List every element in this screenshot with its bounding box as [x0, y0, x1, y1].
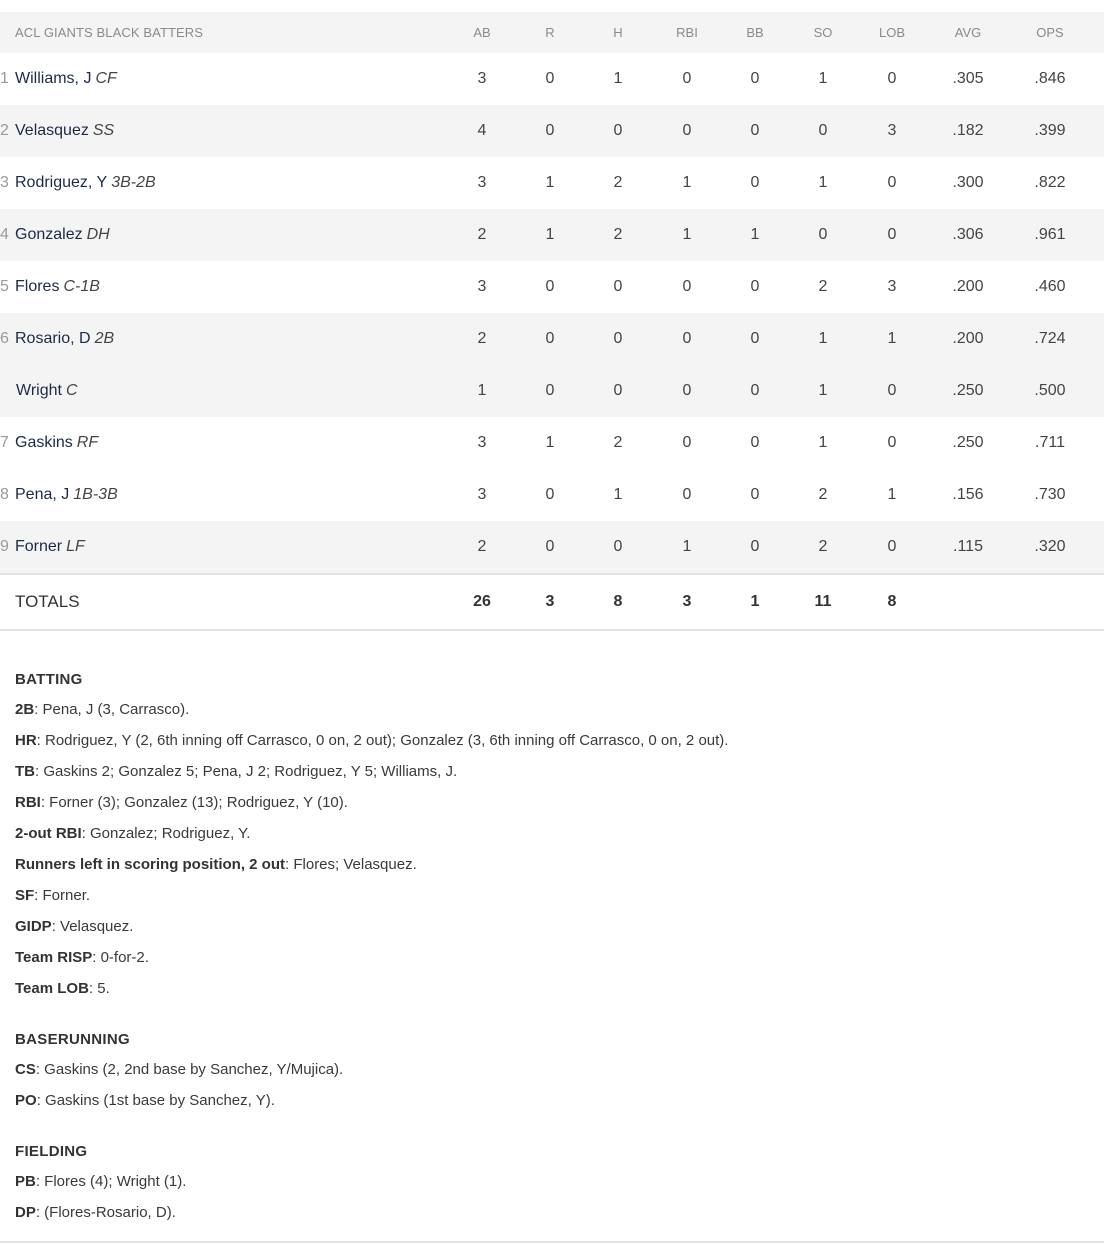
stat-cell: 0 [887, 226, 897, 243]
stat-cell: 4 [477, 122, 487, 139]
stat-cell: 0 [887, 70, 897, 87]
player-name-link[interactable]: Williams, J [15, 70, 92, 87]
stat-cell: 1 [682, 226, 692, 243]
note-text: : Forner. [34, 887, 91, 904]
stat-cell: .846 [1034, 70, 1066, 87]
col-header[interactable]: RBI [676, 25, 698, 40]
player-position: 2B [94, 330, 115, 347]
note-text: : Velasquez. [51, 918, 134, 935]
note-label: 2-out RBI [15, 825, 82, 842]
table-row [0, 417, 1104, 469]
player-cell [16, 365, 78, 417]
player-name-link[interactable]: Wright [16, 382, 62, 399]
bottom-divider [0, 1241, 1104, 1243]
stat-cell: 2 [477, 226, 487, 243]
stat-cell: .305 [952, 70, 984, 87]
stat-cell: 0 [750, 486, 760, 503]
stat-cell: 0 [682, 330, 692, 347]
stat-cell: .200 [952, 278, 984, 295]
player-name-link[interactable]: Rodriguez, Y [15, 174, 108, 191]
stat-cell: 0 [750, 70, 760, 87]
stat-cell: 0 [887, 174, 897, 191]
note-line [15, 1058, 1095, 1089]
stat-cell: 0 [750, 330, 760, 347]
batting-notes [15, 698, 1095, 1008]
table-row [0, 261, 1104, 313]
player-position: LF [66, 538, 85, 555]
stat-cell: .250 [952, 382, 984, 399]
player-cell [0, 313, 114, 365]
stat-cell: 1 [750, 226, 760, 243]
player-cell [0, 417, 98, 469]
note-text: : 0-for-2. [92, 949, 149, 966]
stat-cell: 2 [818, 538, 828, 555]
stat-cell: 1 [818, 434, 828, 451]
player-name-link[interactable]: Velasquez [15, 122, 89, 139]
stat-cell: 0 [545, 382, 555, 399]
note-line [15, 1089, 1095, 1120]
stat-cell: 0 [545, 538, 555, 555]
stat-cell: 1 [818, 330, 828, 347]
player-name-link[interactable]: Gaskins [15, 434, 73, 451]
note-label: RBI [15, 794, 41, 811]
stat-cell: 3 [477, 434, 487, 451]
table-header [0, 12, 1104, 53]
note-label: CS [15, 1061, 36, 1078]
totals-cell: 11 [814, 593, 832, 610]
player-cell [0, 469, 118, 521]
player-position: DH [86, 226, 110, 243]
player-name-link[interactable]: Flores [15, 278, 60, 295]
player-position: CF [95, 70, 117, 87]
note-text: : Rodriguez, Y (2, 6th inning off Carrasco, 0 on, 2 out); Gonzalez (3, 6th inning off Carrasco, 0 on, 2 out). [36, 732, 729, 749]
table-row [0, 521, 1104, 573]
note-text: : (Flores-Rosario, D). [35, 1204, 176, 1221]
stat-cell: 0 [887, 382, 897, 399]
stat-cell: .399 [1034, 122, 1066, 139]
batting-order: 2 [0, 122, 9, 139]
note-line [15, 729, 1095, 760]
player-cell [0, 53, 117, 105]
note-label: Team LOB [15, 980, 89, 997]
note-label: GIDP [15, 918, 52, 935]
stat-cell: .250 [952, 434, 984, 451]
col-header[interactable]: R [545, 25, 555, 40]
player-position: 3B-2B [111, 174, 156, 191]
player-name-link[interactable]: Forner [15, 538, 63, 555]
stat-cell: 1 [887, 486, 897, 503]
stat-cell: .182 [952, 122, 984, 139]
stat-cell: .500 [1034, 382, 1066, 399]
stat-cell: 0 [682, 486, 692, 503]
player-position: 1B-3B [73, 486, 118, 503]
fielding-title: FIELDING [15, 1143, 88, 1160]
player-cell [0, 209, 110, 261]
stat-cell: 2 [613, 174, 623, 191]
player-cell [0, 105, 114, 157]
stat-cell: 1 [545, 434, 555, 451]
stat-cell: 3 [477, 486, 487, 503]
game-notes [15, 668, 1095, 1232]
totals-cell: 3 [545, 593, 555, 610]
table-row [0, 313, 1104, 365]
batting-order: 7 [0, 434, 9, 451]
totals-cell: 8 [613, 593, 623, 610]
stat-cell: .115 [953, 538, 983, 555]
table-row [0, 105, 1104, 157]
note-line [15, 853, 1095, 884]
totals-row [0, 573, 1104, 631]
col-header[interactable]: LOB [878, 25, 905, 40]
stat-cell: .306 [952, 226, 984, 243]
stat-cell: .156 [952, 486, 984, 503]
note-text: : Flores (4); Wright (1). [35, 1173, 187, 1190]
note-text: : Gonzalez; Rodriguez, Y. [81, 825, 251, 842]
totals-cell: 26 [473, 593, 491, 610]
note-line [15, 915, 1095, 946]
totals-cell: 3 [682, 593, 692, 610]
stat-cell: 3 [477, 278, 487, 295]
stat-cell: 1 [545, 226, 555, 243]
col-header[interactable]: BB [746, 25, 764, 40]
batting-order: 5 [0, 278, 9, 295]
col-header[interactable]: H [613, 25, 623, 40]
note-label: DP [15, 1204, 36, 1221]
stat-cell: 0 [682, 278, 692, 295]
note-label: PB [15, 1173, 36, 1190]
note-line [15, 946, 1095, 977]
stat-cell: 0 [818, 226, 828, 243]
stat-cell: 2 [477, 538, 487, 555]
stat-cell: 0 [613, 330, 623, 347]
note-text: : Gaskins 2; Gonzalez 5; Pena, J 2; Rodriguez, Y 5; Williams, J. [35, 763, 458, 780]
stat-cell: 2 [613, 434, 623, 451]
table-row [0, 53, 1104, 105]
player-name-link[interactable]: Gonzalez [15, 226, 83, 243]
note-line [15, 698, 1095, 729]
totals-label: TOTALS [15, 592, 80, 611]
note-label: Runners left in scoring position, 2 out [15, 856, 286, 873]
stat-cell: 0 [750, 278, 760, 295]
note-label: SF [15, 887, 35, 904]
note-text: : Gaskins (2, 2nd base by Sanchez, Y/Mujica). [35, 1061, 344, 1078]
stat-cell: 1 [613, 70, 623, 87]
table-title: ACL GIANTS BLACK BATTERS [15, 25, 204, 40]
stat-cell: 1 [682, 538, 692, 555]
stat-cell: 0 [613, 278, 623, 295]
table-row [0, 209, 1104, 261]
batting-order: 3 [0, 174, 9, 191]
stat-cell: .200 [952, 330, 984, 347]
note-line [15, 791, 1095, 822]
stat-cell: 1 [477, 382, 487, 399]
stat-cell: 1 [818, 382, 828, 399]
stat-cell: 1 [613, 486, 623, 503]
stat-cell: 2 [613, 226, 623, 243]
note-line [15, 977, 1095, 1008]
batters-table [0, 12, 1104, 631]
stat-cell: 3 [477, 174, 487, 191]
batting-order: 4 [0, 226, 9, 243]
batting-order: 8 [0, 486, 9, 503]
player-position: C-1B [63, 278, 100, 295]
stat-cell: 0 [750, 382, 760, 399]
stat-cell: 0 [682, 122, 692, 139]
batting-order: 9 [0, 538, 9, 555]
stat-cell: .822 [1034, 174, 1066, 191]
totals-cell: 1 [750, 593, 760, 610]
col-header[interactable]: AVG [954, 25, 982, 40]
note-text: : Pena, J (3, Carrasco). [34, 701, 190, 718]
stat-cell: 0 [750, 538, 760, 555]
stat-cell: 0 [545, 278, 555, 295]
stat-cell: .320 [1034, 538, 1066, 555]
player-cell [0, 521, 85, 573]
stat-cell: 3 [887, 278, 897, 295]
stat-cell: .724 [1034, 330, 1066, 347]
stat-cell: 0 [545, 122, 555, 139]
stat-cell: 2 [818, 278, 828, 295]
note-label: TB [15, 763, 35, 780]
note-label: Team RISP [15, 949, 93, 966]
stat-cell: .460 [1034, 278, 1066, 295]
note-line [15, 1201, 1095, 1232]
col-header[interactable]: OPS [1036, 25, 1064, 40]
table-row [0, 157, 1104, 209]
stat-cell: .730 [1034, 486, 1066, 503]
player-name-link[interactable]: Pena, J [15, 486, 70, 503]
note-line [15, 884, 1095, 915]
baserunning-title: BASERUNNING [15, 1031, 130, 1048]
stat-cell: 1 [682, 174, 692, 191]
stat-cell: 2 [477, 330, 487, 347]
stat-cell: 0 [545, 330, 555, 347]
stat-cell: 0 [887, 434, 897, 451]
note-line [15, 760, 1095, 791]
stat-cell: 0 [750, 122, 760, 139]
player-position: SS [92, 122, 115, 139]
batting-order: 1 [0, 70, 9, 87]
batting-title: BATTING [15, 671, 83, 688]
note-label: HR [15, 732, 37, 749]
baserunning-notes [15, 1058, 1095, 1120]
table-row [0, 469, 1104, 521]
player-cell [0, 157, 156, 209]
stat-cell: 3 [477, 70, 487, 87]
stat-cell: 0 [750, 174, 760, 191]
player-cell [0, 261, 100, 313]
stat-cell: 0 [613, 122, 623, 139]
stat-cell: 0 [682, 70, 692, 87]
stat-cell: 1 [545, 174, 555, 191]
stat-cell: 1 [887, 330, 897, 347]
stat-cell: 0 [750, 434, 760, 451]
player-position: C [65, 382, 78, 399]
stat-cell: 0 [545, 70, 555, 87]
col-header[interactable]: SO [813, 25, 833, 40]
stat-cell: 1 [818, 70, 828, 87]
col-header[interactable]: AB [473, 25, 491, 40]
stat-cell: 2 [818, 486, 828, 503]
note-text: : Flores; Velasquez. [285, 856, 417, 873]
note-text: : 5. [88, 980, 110, 997]
stat-cell: 0 [545, 486, 555, 503]
note-line [15, 1170, 1095, 1201]
stat-cell: 1 [818, 174, 828, 191]
stat-cell: .961 [1034, 226, 1066, 243]
player-position: RF [76, 434, 99, 451]
stat-cell: 3 [887, 122, 897, 139]
stat-cell: 0 [682, 434, 692, 451]
note-label: 2B [15, 701, 35, 718]
batting-order: 6 [0, 330, 9, 347]
stat-cell: 0 [613, 382, 623, 399]
stat-cell: 0 [613, 538, 623, 555]
stat-cell: .300 [952, 174, 984, 191]
stat-cell: 0 [818, 122, 828, 139]
stat-cell: .711 [1035, 434, 1065, 451]
stat-cell: 0 [682, 382, 692, 399]
note-line [15, 822, 1095, 853]
table-body [0, 53, 1104, 573]
fielding-notes [15, 1170, 1095, 1232]
table-row [0, 365, 1104, 417]
totals-cell: 8 [887, 593, 897, 610]
note-text: : Forner (3); Gonzalez (13); Rodriguez, Y (10). [40, 794, 348, 811]
stat-cell: 0 [887, 538, 897, 555]
note-text: : Gaskins (1st base by Sanchez, Y). [36, 1092, 275, 1109]
player-name-link[interactable]: Rosario, D [15, 330, 91, 347]
note-label: PO [15, 1092, 37, 1109]
